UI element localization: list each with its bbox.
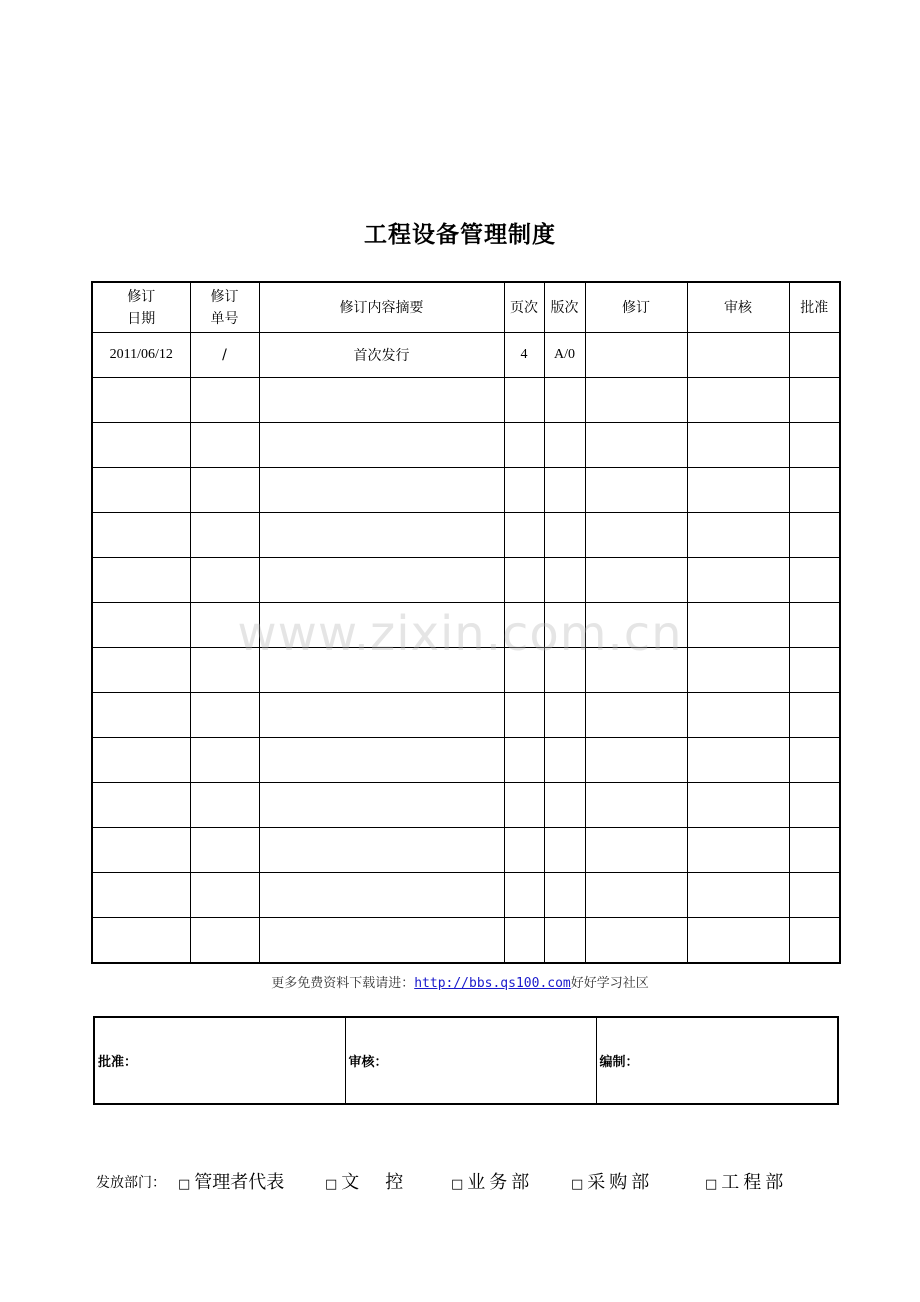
checkbox-icon[interactable]: □ [178, 1177, 191, 1192]
table-row [92, 333, 840, 378]
cell-approved-by [789, 423, 840, 468]
header-summary: 修订内容摘要 [259, 282, 504, 333]
cell-summary [259, 783, 504, 828]
footer-suffix: 好好学习社区 [570, 976, 649, 991]
cell-revision-no [190, 738, 259, 783]
cell-approved-by [789, 918, 840, 964]
cell-revised-by [585, 378, 687, 423]
cell-revised-by [585, 423, 687, 468]
cell-summary [259, 558, 504, 603]
cell-version [544, 378, 585, 423]
checkbox-icon[interactable]: □ [325, 1177, 338, 1192]
checkbox-icon[interactable]: □ [451, 1177, 464, 1192]
cell-revised-by [585, 783, 687, 828]
cell-revision-no [190, 468, 259, 513]
distribution-label: 发放部门： [96, 1175, 166, 1191]
cell-approved-by [789, 378, 840, 423]
cell-revision-no [190, 693, 259, 738]
table-row [92, 558, 840, 603]
cell-version [544, 423, 585, 468]
cell-approved-by [789, 693, 840, 738]
cell-page [504, 693, 544, 738]
cell-page [504, 738, 544, 783]
table-row [92, 468, 840, 513]
cell-version [544, 693, 585, 738]
dist-item-3 [571, 1168, 653, 1194]
cell-summary [259, 468, 504, 513]
header-revision-date: 修订 日期 [92, 282, 190, 333]
cell-version: A/0 [544, 333, 585, 378]
cell-revision-no [190, 513, 259, 558]
cell-date [92, 828, 190, 873]
dist-label-0: 管理者代表 [194, 1172, 285, 1193]
cell-summary [259, 918, 504, 964]
cell-revised-by [585, 738, 687, 783]
cell-summary [259, 513, 504, 558]
cell-approved-by [789, 873, 840, 918]
review-cell: 审核： [345, 1017, 596, 1104]
cell-version [544, 918, 585, 964]
cell-date [92, 468, 190, 513]
cell-date [92, 558, 190, 603]
cell-page [504, 873, 544, 918]
signature-table [93, 1016, 839, 1105]
cell-revision-no [190, 828, 259, 873]
cell-page [504, 423, 544, 468]
cell-approved-by [789, 513, 840, 558]
watermark: www.zixin.com.cn [237, 606, 683, 662]
cell-revision-no [190, 873, 259, 918]
cell-reviewed-by [687, 513, 789, 558]
cell-revised-by [585, 468, 687, 513]
cell-reviewed-by [687, 423, 789, 468]
cell-revised-by [585, 918, 687, 964]
cell-summary [259, 828, 504, 873]
cell-date [92, 378, 190, 423]
cell-summary [259, 378, 504, 423]
table-row [92, 513, 840, 558]
cell-page [504, 783, 544, 828]
header-version: 版次 [544, 282, 585, 333]
cell-reviewed-by [687, 468, 789, 513]
cell-reviewed-by [687, 873, 789, 918]
table-header-row [92, 282, 840, 333]
cell-revised-by [585, 828, 687, 873]
footer-link[interactable]: http://bbs.qs100.com [414, 976, 571, 991]
cell-date: 2011/06/12 [92, 333, 190, 378]
table-row [92, 378, 840, 423]
approve-cell: 批准： [94, 1017, 345, 1104]
header-approved-by: 批准 [789, 282, 840, 333]
cell-date [92, 738, 190, 783]
cell-date [92, 918, 190, 964]
cell-summary [259, 738, 504, 783]
cell-version [544, 513, 585, 558]
cell-date [92, 513, 190, 558]
cell-approved-by [789, 333, 840, 378]
cell-revised-by [585, 873, 687, 918]
cell-summary [259, 873, 504, 918]
cell-summary [259, 423, 504, 468]
cell-revised-by [585, 333, 687, 378]
dist-item-0 [178, 1168, 284, 1194]
table-row [92, 783, 840, 828]
cell-date [92, 423, 190, 468]
cell-version [544, 828, 585, 873]
cell-version [544, 873, 585, 918]
dist-item-1 [325, 1168, 407, 1194]
cell-approved-by [789, 828, 840, 873]
table-row [92, 918, 840, 964]
table-row [92, 828, 840, 873]
cell-revision-no: / [190, 333, 259, 378]
cell-version [544, 738, 585, 783]
cell-reviewed-by [687, 918, 789, 964]
table-row [92, 738, 840, 783]
checkbox-icon[interactable]: □ [571, 1177, 584, 1192]
cell-approved-by [789, 468, 840, 513]
cell-date [92, 873, 190, 918]
cell-approved-by [789, 558, 840, 603]
cell-revision-no [190, 918, 259, 964]
cell-revision-no [190, 783, 259, 828]
cell-revised-by [585, 558, 687, 603]
cell-reviewed-by [687, 558, 789, 603]
dist-item-4 [705, 1168, 787, 1194]
dist-label-2: 业务部 [467, 1172, 534, 1193]
cell-page [504, 468, 544, 513]
table-row [92, 873, 840, 918]
table-row [92, 693, 840, 738]
dist-item-2 [451, 1168, 533, 1194]
document-title: 工程设备管理制度 [364, 222, 556, 248]
prepare-cell: 编制： [596, 1017, 838, 1104]
checkbox-icon[interactable]: □ [705, 1177, 718, 1192]
cell-date [92, 783, 190, 828]
cell-page: 4 [504, 333, 544, 378]
cell-page [504, 513, 544, 558]
cell-revision-no [190, 423, 259, 468]
dist-label-3: 采购部 [587, 1172, 654, 1193]
cell-summary: 首次发行 [259, 333, 504, 378]
cell-reviewed-by [687, 693, 789, 738]
footer-note [0, 972, 920, 991]
cell-reviewed-by [687, 828, 789, 873]
cell-version [544, 783, 585, 828]
cell-page [504, 918, 544, 964]
cell-reviewed-by [687, 783, 789, 828]
cell-version [544, 558, 585, 603]
header-revised-by: 修订 [585, 282, 687, 333]
cell-version [544, 468, 585, 513]
footer-prefix: 更多免费资料下载请进： [271, 976, 415, 991]
cell-approved-by [789, 738, 840, 783]
header-revision-no: 修订 单号 [190, 282, 259, 333]
cell-page [504, 378, 544, 423]
cell-page [504, 558, 544, 603]
cell-revised-by [585, 513, 687, 558]
cell-page [504, 828, 544, 873]
table-row [92, 423, 840, 468]
cell-reviewed-by [687, 378, 789, 423]
header-page: 页次 [504, 282, 544, 333]
dist-label-4: 工程部 [721, 1172, 788, 1193]
header-reviewed-by: 审核 [687, 282, 789, 333]
cell-revision-no [190, 378, 259, 423]
dist-label-1: 文 控 [341, 1172, 408, 1193]
cell-approved-by [789, 783, 840, 828]
cell-revised-by [585, 693, 687, 738]
cell-revision-no [190, 558, 259, 603]
cell-reviewed-by [687, 738, 789, 783]
cell-date [92, 693, 190, 738]
cell-summary [259, 693, 504, 738]
cell-reviewed-by [687, 333, 789, 378]
